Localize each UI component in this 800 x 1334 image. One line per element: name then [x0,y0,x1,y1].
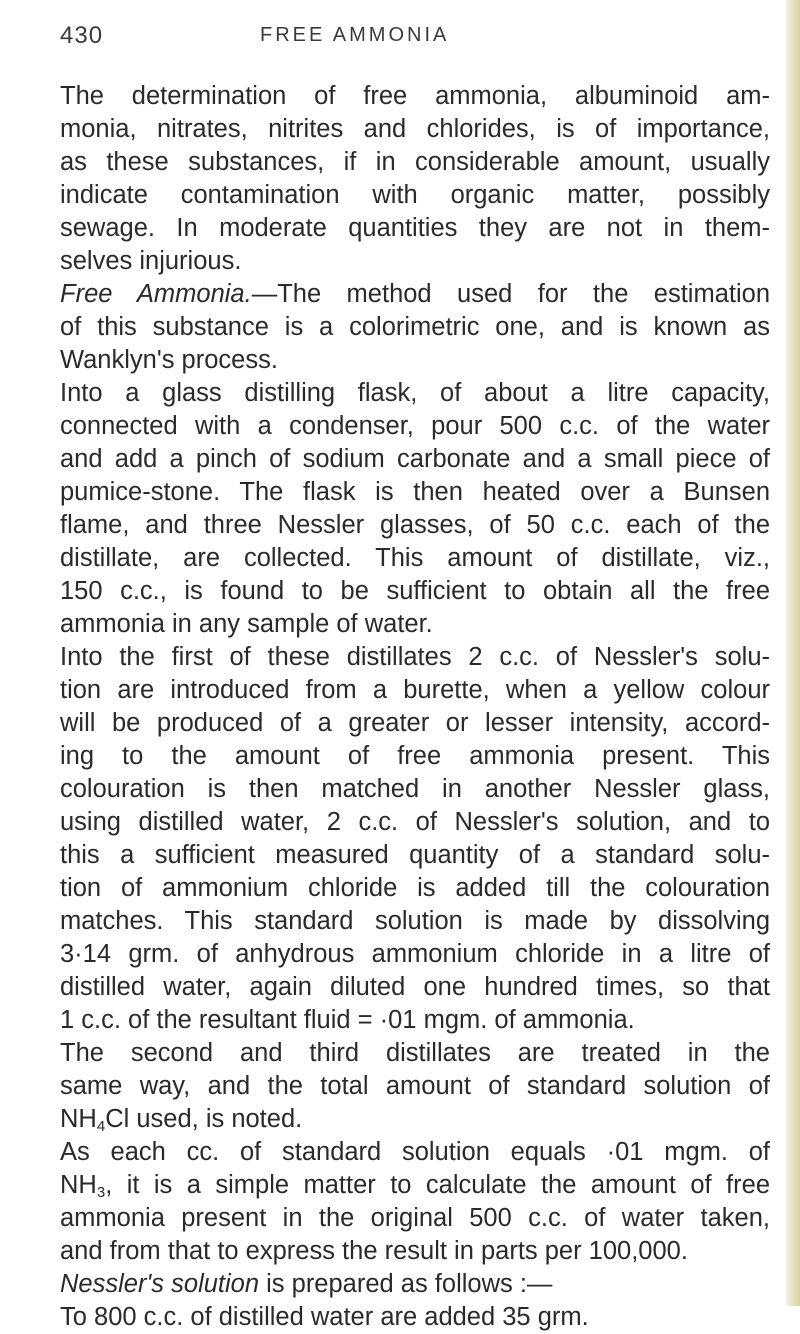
italic-heading: Free Ammonia. [60,280,252,308]
line-text: connected with a condenser, pour 500 c.c. of the water [60,412,770,440]
line-text: this a sufficient measured quantity of a standard solu- [60,841,770,869]
line-text: matches. This standard solution is made by dissolving [60,907,770,935]
text-line [60,1070,770,1103]
text-line [60,1004,770,1037]
line-text: as these substances, if in considerable amount, usually [60,148,770,176]
line-text: tion are introduced from a burette, when a yellow colour [60,676,770,704]
line-text: distillate, are collected. This amount of distillate, viz., [60,544,770,572]
line-text: Into a glass distilling flask, of about a litre capacity, [60,379,770,407]
text-line [60,509,770,542]
line-text: 1 c.c. of the resultant fluid = ·01 mgm. of ammonia. [60,1006,635,1034]
line-text: sewage. In moderate quantities they are not in them- [60,214,770,242]
line-text: Into the first of these distillates 2 c.c. of Nessler's solu- [60,643,770,671]
subscript: 3 [96,1184,106,1201]
page-header [60,22,760,52]
text-line [60,1136,770,1169]
line-text: NH [60,1171,97,1199]
text-line [60,1103,770,1136]
line-text: The second and third distillates are treated in the [60,1039,770,1067]
text-line [60,641,770,674]
running-head: FREE AMMONIA [260,24,450,46]
line-text: will be produced of a greater or lesser intensity, accord- [60,709,770,737]
text-line [60,773,770,806]
line-text: ing to the amount of free ammonia present. This [60,742,770,770]
line-text: 150 c.c., is found to be sufficient to obtain all the free [60,577,770,605]
line-text: of this substance is a colorimetric one, and is known as [60,313,770,341]
line-text: —The method used for the estimation [251,280,770,308]
text-line [60,146,770,179]
line-text: distilled water, again diluted one hundred times, so that [60,973,770,1001]
line-text: As each cc. of standard solution equals ·01 mgm. of [60,1138,770,1166]
text-line [60,707,770,740]
text-line [60,608,770,641]
text-line [60,278,770,311]
line-text: and from that to express the result in parts per 100,000. [60,1237,688,1265]
line-text: Cl used, is noted. [105,1105,303,1133]
line-text: To 800 c.c. of distilled water are added 35 grm. [60,1303,589,1331]
text-line [60,311,770,344]
line-text: pumice-stone. The flask is then heated over a Bunsen [60,478,770,506]
text-line [60,1037,770,1070]
text-line [60,872,770,905]
text-line [60,1268,770,1301]
line-text: NH [60,1105,97,1133]
line-text: ammonia in any sample of water. [60,610,433,638]
line-text: tion of ammonium chloride is added till the colouration [60,874,770,902]
text-line [60,542,770,575]
line-text: is prepared as follows :— [259,1270,553,1298]
text-line [60,674,770,707]
text-line [60,179,770,212]
text-line [60,344,770,377]
text-line [60,839,770,872]
text-line [60,476,770,509]
text-line [60,938,770,971]
text-line [60,1169,770,1202]
text-line [60,377,770,410]
line-text: The determination of free ammonia, albuminoid am- [60,82,770,110]
page-number: 430 [60,22,104,49]
line-text: colouration is then matched in another Nessler glass, [60,775,770,803]
line-text: using distilled water, 2 c.c. of Nessler's solution, and to [60,808,770,836]
text-line [60,245,770,278]
body-text [60,80,770,1334]
line-text: Wanklyn's process. [60,346,278,374]
line-text: same way, and the total amount of standard solution of [60,1072,770,1100]
text-line [60,212,770,245]
line-text: selves injurious. [60,247,242,275]
text-line [60,113,770,146]
line-text: ammonia present in the original 500 c.c. of water taken, [60,1204,770,1232]
text-line [60,1235,770,1268]
text-line [60,410,770,443]
text-line [60,1202,770,1235]
text-line [60,806,770,839]
line-text: indicate contamination with organic matter, possibly [60,181,770,209]
text-line [60,740,770,773]
text-line [60,575,770,608]
subscript: 4 [96,1118,106,1135]
line-text: flame, and three Nessler glasses, of 50 c.c. each of the [60,511,770,539]
line-text: monia, nitrates, nitrites and chlorides, is of importance, [60,115,770,143]
page-edge [786,0,800,1306]
text-line [60,80,770,113]
text-line [60,443,770,476]
line-text: 3·14 grm. of anhydrous ammonium chloride in a litre of [60,940,770,968]
line-text: , it is a simple matter to calculate the amount of free [105,1171,770,1199]
line-text: and add a pinch of sodium carbonate and a small piece of [60,445,770,473]
italic-heading: Nessler's solution [60,1270,260,1298]
text-line [60,905,770,938]
text-line [60,971,770,1004]
